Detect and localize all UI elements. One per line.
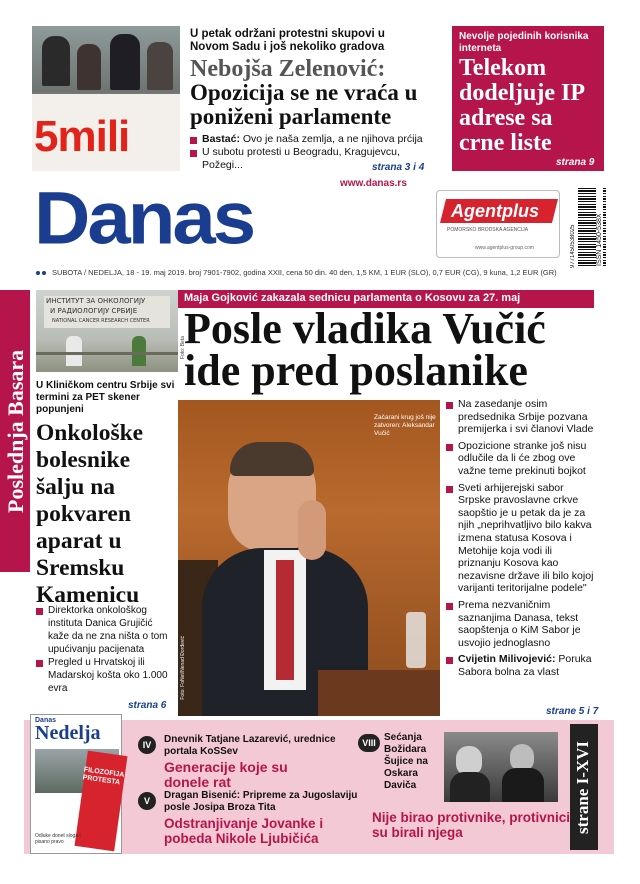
sign-line-1: ИНСТИТУТ ЗА ОНКОЛОГИЈУ	[46, 297, 146, 305]
top-story-page-ref: strana 3 i 4	[372, 162, 425, 173]
dateline-dots-icon	[36, 271, 47, 276]
telekom-headline: Telekom dodeljuje IP adrese sa crne liste	[459, 55, 584, 156]
list-item: Prema nezvaničnim saznanjima Danasa, tekst saopštenja o KiM Sabor je usvojio jednoglasno	[446, 599, 596, 649]
nedelja-item-kicker: Dragan Bisenić: Pripreme za Jugoslaviju posle Josipa Broza Tita	[164, 790, 358, 813]
oncology-page-ref: strana 6	[128, 700, 167, 711]
magazine-cover-title: FILOZOFIJA PROTESTA	[82, 766, 125, 787]
barcode-number: 9771450538025	[570, 190, 576, 268]
agentplus-ad	[436, 190, 560, 258]
top-story-name: Nebojša Zelenović:	[190, 56, 386, 82]
bullet-name: Bastać:	[202, 133, 240, 145]
nedelja-magazine-cover	[30, 714, 125, 854]
nedelja-strane-label: strane I-XVI	[573, 740, 592, 834]
column-tab-title: Poslednja Basara	[3, 349, 28, 513]
protest-banner-text: 5mili	[34, 112, 130, 161]
oncology-headline: Onkološke bolesnike šalju na pokvaren aparat u Sremsku Kamenicu	[36, 420, 144, 608]
agentplus-logo: Agentplus	[451, 201, 539, 221]
dateline: SUBOTA / NEDELJA, 18 - 19. maj 2019. broj 7901-7902, godina XXII, cena 50 din. 40 den, 1,5 KM, 1 EUR (SLO), 0,7 EUR (CG), 9 kuna, 1,2 EUR (GR)	[52, 268, 557, 277]
davico-photo	[444, 732, 558, 802]
list-item: Direktorka onkološkog instituta Danica Grujičić kaže da ne zna ništa o tom upućivanju pacijenata	[36, 604, 176, 656]
telekom-box	[452, 26, 604, 171]
list-item: Opozicione stranke još nisu odlučile da li će zbog ove važne teme prekinuti bojkot	[446, 440, 596, 478]
oncology-kicker: U Kliničkom centru Srbije svi termini za PET skener popunjeni	[36, 380, 175, 415]
magazine-small-title: Danas	[35, 717, 57, 724]
telekom-kicker: Nevolje pojedinih korisnika interneta	[459, 31, 589, 54]
page-number-badge: VIII	[358, 734, 380, 752]
bullet-text: U subotu protesti u Beogradu, Kragujevcu, Požegi...	[202, 146, 400, 171]
vucic-photo-credit: Foto: FoNet/Nenad Đorđević	[180, 636, 186, 700]
list-item: Sveti arhijerejski sabor Srpske pravoslavne crkve saopštio je u petak da je za njih „neprihvatljivo bilo kakva izmena statusa Kosova i Metohije koja vodi ili priznanju Kosova kao nezavisne države ili bilo kojoj varijanti teritorijalne podele"	[446, 482, 596, 595]
top-story-headline: Opozicija se ne vraća u poniženi parlamente	[190, 80, 418, 129]
magazine-title: Nedelja	[35, 722, 101, 744]
issn-text: ISSN 1450-538X	[596, 188, 603, 266]
nedelja-item-headline: Odstranjivanje Jovanke i pobeda Nikole Ljubičića	[164, 816, 324, 846]
nedelja-item-kicker: Sećanja Božidara Šujice na Oskara Daviča	[384, 732, 428, 791]
agentplus-tagline: POMORSKO BRODSKA AGENCIJA	[447, 227, 529, 233]
oncology-photo-credit: Foto: Beta	[180, 336, 186, 360]
nedelja-item-kicker: Dnevnik Tatjane Lazarević, urednice portala KoSSev	[164, 734, 336, 757]
bullet-text: Poruka Sabora bolna za vlast	[458, 653, 592, 678]
main-kicker: Maja Gojković zakazala sednicu parlamenta o Kosovu za 27. maj	[184, 292, 521, 304]
main-bullets	[446, 398, 596, 678]
main-headline-line2: ide pred poslanike	[184, 346, 528, 395]
nedelja-strane-tab	[570, 724, 598, 850]
danas-logo: Danas	[34, 176, 254, 260]
main-headline-line1: Posle vladika Vučić	[184, 304, 546, 353]
main-page-ref: strane 5 i 7	[546, 706, 599, 717]
nedelja-item-headline: Nije birao protivnike, protivnici su birali njega	[372, 810, 571, 840]
vucic-photo	[178, 400, 440, 716]
telekom-page-ref: strana 9	[556, 157, 595, 168]
column-tab	[0, 290, 30, 572]
magazine-cover-text: Odluke donet sloga i pisano pravo	[35, 833, 81, 845]
vucic-photo-caption: Začarani krug još nije zatvoren: Aleksandar Vučić	[374, 414, 436, 437]
top-story-kicker: U petak održani protestni skupovi u Novom Sadu i još nekoliko gradova	[190, 28, 385, 53]
bullet-text: Ovo je naša zemlja, a ne njihova prćija	[242, 133, 423, 145]
oncology-bullets	[36, 604, 176, 695]
page-number-badge: V	[138, 792, 156, 810]
bullet-name: Cvijetin Milivojević:	[458, 653, 556, 666]
list-item	[190, 133, 442, 146]
page-number-badge: IV	[138, 736, 156, 754]
sign-line-2: И РАДИОЛОГИЈУ СРБИЈЕ	[50, 307, 138, 315]
agentplus-url: www.agentplus-group.com	[475, 245, 534, 251]
oncology-institute-photo	[36, 290, 178, 372]
nedelja-item-headline: Generacije koje su donele rat	[164, 759, 288, 790]
sign-line-3: NATIONAL CANCER RESEARCH CENTER	[52, 318, 150, 324]
protest-photo	[32, 26, 180, 171]
masthead-url: www.danas.rs	[340, 178, 407, 189]
list-item: Pregled u Hrvatskoj ili Madarskoj košta oko 1.000 evra	[36, 656, 176, 695]
list-item	[446, 653, 596, 678]
list-item: Na zasedanje osim predsednika Srbije pozvana premijerka i svi članovi Vlade	[446, 398, 596, 436]
